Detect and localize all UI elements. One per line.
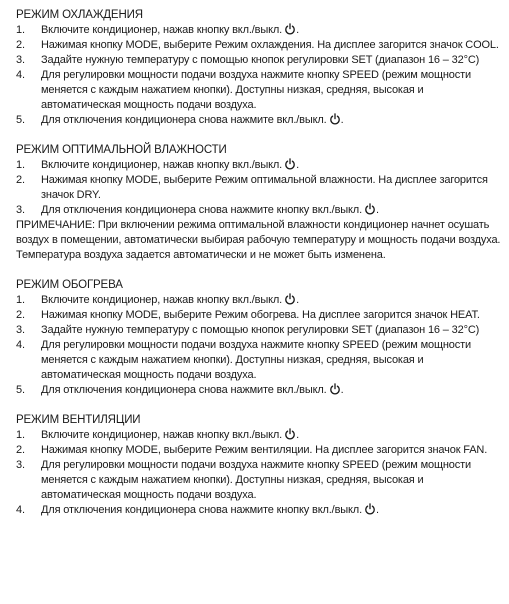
step-text: Включите кондиционер, нажав кнопку вкл./выкл. — [41, 24, 283, 36]
step-number: 5. — [16, 114, 25, 126]
step-text: Для отключения кондиционера снова нажмите кнопку вкл./выкл. — [41, 504, 362, 516]
section-heading: РЕЖИМ ВЕНТИЛЯЦИИ — [16, 414, 141, 426]
power-icon — [364, 203, 376, 215]
power-icon — [284, 23, 296, 35]
steps-list — [16, 293, 503, 398]
list-item — [16, 53, 503, 68]
step-text: Для регулировки мощности подачи воздуха нажмите кнопку SPEED (режим мощности меняется с каждым нажатием кнопки). Доступны низкая, средняя, высокая и автоматическая мощность подачи воздуха. — [41, 69, 471, 111]
section-dry-mode — [16, 143, 503, 263]
steps-list — [16, 23, 503, 128]
list-item — [16, 443, 503, 458]
steps-list — [16, 158, 503, 218]
steps-list — [16, 428, 503, 518]
list-item: 1. Включите кондиционер, нажав кнопку вкл./выкл. . — [16, 159, 299, 171]
power-icon — [329, 113, 341, 125]
list-item — [16, 308, 503, 323]
step-text: Нажимая кнопку MODE, выберите Режим вентиляции. На дисплее загорится значок FAN. — [41, 444, 488, 456]
step-text: Для отключения кондиционера снова нажмите вкл./выкл. — [41, 384, 327, 396]
step-text: Для регулировки мощности подачи воздуха нажмите кнопку SPEED (режим мощности меняется с каждым нажатием кнопки). Доступны низкая, средняя, высокая и автоматическая мощность подачи воздуха. — [41, 339, 471, 381]
section-heading: РЕЖИМ ОПТИМАЛЬНОЙ ВЛАЖНОСТИ — [16, 144, 227, 156]
power-icon — [364, 503, 376, 515]
step-text: Для отключения кондиционера снова нажмите вкл./выкл. — [41, 114, 327, 126]
list-item — [16, 68, 503, 113]
list-item: 4. Для отключения кондиционера снова нажмите кнопку вкл./выкл. . — [16, 504, 379, 516]
step-text: Нажимая кнопку MODE, выберите Режим обогрева. На дисплее загорится значок HEAT. — [41, 309, 480, 321]
power-icon — [284, 158, 296, 170]
list-item — [16, 338, 503, 383]
section-heading: РЕЖИМ ОХЛАЖДЕНИЯ — [16, 9, 143, 21]
step-number: 1. — [16, 24, 25, 36]
step-text: Для отключения кондиционера снова нажмите кнопку вкл./выкл. — [41, 204, 362, 216]
step-number: 4. — [16, 339, 25, 351]
step-number: 3. — [16, 459, 25, 471]
step-text: Включите кондиционер, нажав кнопку вкл./выкл. — [41, 429, 283, 441]
step-number: 1. — [16, 294, 25, 306]
list-item: 5. Для отключения кондиционера снова нажмите вкл./выкл. . — [16, 384, 344, 396]
list-item: 5. Для отключения кондиционера снова нажмите вкл./выкл. . — [16, 114, 344, 126]
step-text: Нажимая кнопку MODE, выберите Режим охлаждения. На дисплее загорится значок COOL. — [41, 39, 499, 51]
section-heating-mode — [16, 278, 503, 398]
step-number: 1. — [16, 159, 25, 171]
step-number: 2. — [16, 174, 25, 186]
section-heading: РЕЖИМ ОБОГРЕВА — [16, 279, 123, 291]
step-number: 3. — [16, 54, 25, 66]
list-item: 1. Включите кондиционер, нажав кнопку вкл./выкл. . — [16, 429, 299, 441]
list-item: 1. Включите кондиционер, нажав кнопку вкл./выкл. . — [16, 24, 299, 36]
list-item — [16, 323, 503, 338]
step-number: 1. — [16, 429, 25, 441]
step-text: Задайте нужную температуру с помощью кнопок регулировки SET (диапазон 16 – 32°C) — [41, 54, 480, 66]
power-icon — [284, 428, 296, 440]
list-item: 3. Для отключения кондиционера снова нажмите кнопку вкл./выкл. . — [16, 204, 379, 216]
step-number: 2. — [16, 444, 25, 456]
list-item — [16, 173, 503, 203]
step-number: 4. — [16, 504, 25, 516]
step-text: Включите кондиционер, нажав кнопку вкл./выкл. — [41, 294, 283, 306]
note-text: ПРИМЕЧАНИЕ: При включении режима оптимальной влажности кондиционер начнет осушать воздух в помещении, автоматически выбирая рабочую температуру и мощность подачи воздуха. — [16, 219, 501, 246]
power-icon — [329, 383, 341, 395]
power-icon — [284, 293, 296, 305]
list-item — [16, 458, 503, 503]
step-number: 2. — [16, 39, 25, 51]
step-number: 5. — [16, 384, 25, 396]
section-cooling-mode — [16, 8, 503, 128]
step-text: Для регулировки мощности подачи воздуха нажмите кнопку SPEED (режим мощности меняется с каждым нажатием кнопки). Доступны низкая, средняя, высокая и автоматическая мощность подачи воздуха. — [41, 459, 471, 501]
step-text: Включите кондиционер, нажав кнопку вкл./выкл. — [41, 159, 283, 171]
step-number: 2. — [16, 309, 25, 321]
step-text: Нажимая кнопку MODE, выберите Режим оптимальной влажности. На дисплее загорится значок DRY. — [41, 174, 488, 201]
step-text: Задайте нужную температуру с помощью кнопок регулировки SET (диапазон 16 – 32°C) — [41, 324, 480, 336]
list-item: 1. Включите кондиционер, нажав кнопку вкл./выкл. . — [16, 294, 299, 306]
note-text: Температура воздуха задается автоматически и не может быть изменена. — [16, 249, 386, 261]
step-number: 3. — [16, 324, 25, 336]
section-fan-mode — [16, 413, 503, 518]
step-number: 4. — [16, 69, 25, 81]
list-item — [16, 38, 503, 53]
step-number: 3. — [16, 204, 25, 216]
